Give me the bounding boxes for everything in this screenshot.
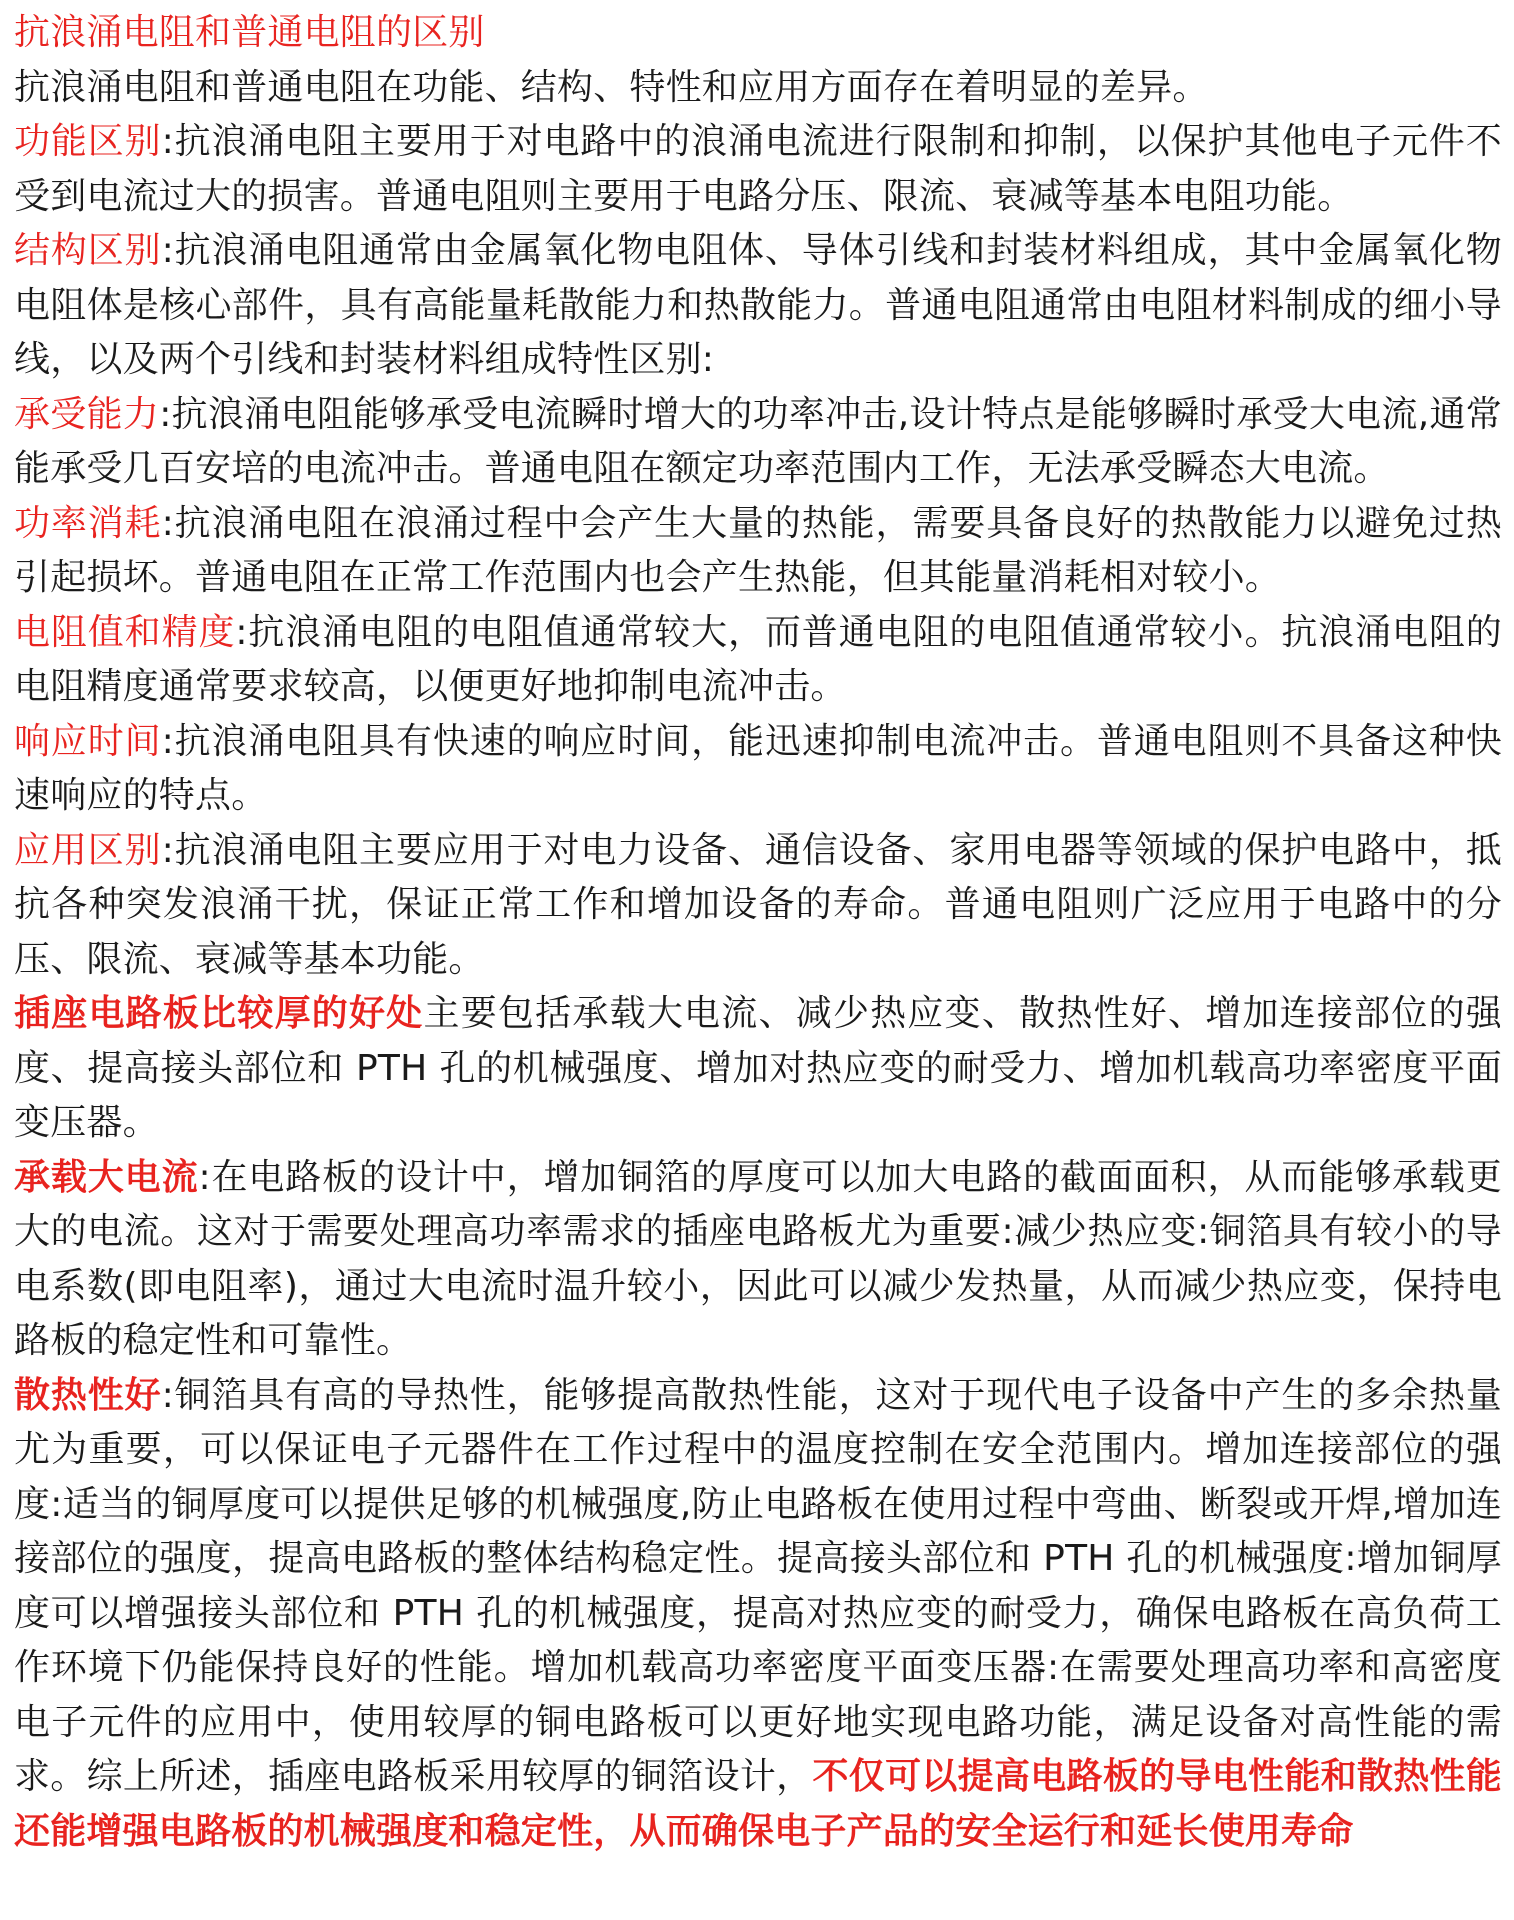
section-label: 功能区别 xyxy=(14,121,162,162)
section-text: :抗浪涌电阻的电阻值通常较大，而普通电阻的电阻值通常较小。抗浪涌电阻的电阻精度通常要求较高，以便更好地抑制电流冲击。 xyxy=(14,611,1502,707)
section-text: :抗浪涌电阻主要用于对电路中的浪涌电流进行限制和抑制，以保护其他电子元件不受到电流过大的损害。普通电阻则主要用于电路分压、限流、衰减等基本电阻功能。 xyxy=(14,121,1502,217)
section-label: 结构区别 xyxy=(14,230,162,271)
section-label: 响应时间 xyxy=(14,720,162,762)
section-text: :抗浪涌电阻在浪涌过程中会产生大量的热能，需要具备良好的热散能力以避免过热引起损坏。普通电阻在正常工作范围内也会产生热能，但其能量消耗相对较小。 xyxy=(14,502,1502,598)
intro-text: 抗浪涌电阻和普通电阻在功能、结构、特性和应用方面存在着明显的差异。 xyxy=(14,66,1209,108)
section-text: :抗浪涌电阻主要应用于对电力设备、通信设备、家用电器等领域的保护电路中，抵抗各种突发浪涌干扰，保证正常工作和增加设备的寿命。普通电阻则广泛应用于电路中的分压、限流、衰减等基本功能。 xyxy=(14,829,1502,980)
document-title-paragraph xyxy=(14,6,1502,61)
section-label: 功率消耗 xyxy=(14,502,162,544)
intro-paragraph xyxy=(14,61,1502,116)
section-structure xyxy=(14,224,1502,388)
pcb-conclusion: 不仅可以提高电路板的导电性能和散热性能还能增强电路板的机械强度和稳定性，从而确保电子产品的安全运行和延长使用寿命 xyxy=(14,1756,1502,1852)
section-label: 应用区别 xyxy=(14,829,162,871)
section-text: :抗浪涌电阻通常由金属氧化物电阻体、导体引线和封装材料组成，其中金属氧化物电阻体是核心部件，具有高能量耗散能力和热散能力。普通电阻通常由电阻材料制成的细小导线，以及两个引线和封装材料组成特性区别: xyxy=(14,230,1502,380)
pcb-heading-paragraph xyxy=(14,987,1502,1151)
section-text: :抗浪涌电阻具有快速的响应时间，能迅速抑制电流冲击。普通电阻则不具备这种快速响应的特点。 xyxy=(14,720,1502,816)
section-power xyxy=(14,497,1502,606)
pcb-heat-text: :铜箔具有高的导热性，能够提高散热性能，这对于现代电子设备中产生的多余热量尤为重要，可以保证电子元器件在工作过程中的温度控制在安全范围内。增加连接部位的强度:适当的铜厚度可以提供足够的机械强度,防止电路板在使用过程中弯曲、断裂或开焊,增加连接部位的强度，提高电路板的整体结构稳定性。提高接头部位和 PTH 孔的机械强度:增加铜厚度可以增强接头部位和 PTH 孔的机械强度，提高对热应变的耐受力，确保电路板在高负荷工作环境下仍能保持良好的性能。增加机载高功率密度平面变压器:在需要处理高功率和高密度电子元件的应用中，使用较厚的铜电路板可以更好地实现电路功能，满足设备对高性能的需求。综上所述，插座电路板采用较厚的铜箔设计， xyxy=(14,1374,1502,1797)
section-label: 电阻值和精度 xyxy=(14,611,236,653)
section-function xyxy=(14,115,1502,224)
section-label: 承受能力 xyxy=(14,393,160,435)
pcb-heading: 插座电路板比较厚的好处 xyxy=(14,993,424,1034)
pcb-current-text: :在电路板的设计中，增加铜箔的厚度可以加大电路的截面面积，从而能够承载更大的电流。这对于需要处理高功率需求的插座电路板尤为重要:减少热应变:铜箔具有较小的导电系数(即电阻率)，通过大电流时温升较小，因此可以减少发热量，从而减少热应变，保持电路板的稳定性和可靠性。 xyxy=(14,1156,1502,1361)
section-response xyxy=(14,715,1502,824)
section-capacity xyxy=(14,388,1502,497)
section-resistance xyxy=(14,606,1502,715)
pcb-heading-text: 主要包括承载大电流、减少热应变、散热性好、增加连接部位的强度、提高接头部位和 PTH 孔的机械强度、增加对热应变的耐受力、增加机载高功率密度平面变压器。 xyxy=(14,993,1502,1143)
pcb-heat-paragraph xyxy=(14,1369,1502,1860)
document-title: 抗浪涌电阻和普通电阻的区别 xyxy=(14,12,485,53)
section-application xyxy=(14,824,1502,988)
section-text: :抗浪涌电阻能够承受电流瞬时增大的功率冲击,设计特点是能够瞬时承受大电流,通常能承受几百安培的电流冲击。普通电阻在额定功率范围内工作，无法承受瞬态大电流。 xyxy=(14,393,1502,489)
pcb-heat-label: 散热性好 xyxy=(14,1374,162,1416)
pcb-current-paragraph xyxy=(14,1151,1502,1369)
pcb-current-label: 承载大电流 xyxy=(14,1156,199,1198)
